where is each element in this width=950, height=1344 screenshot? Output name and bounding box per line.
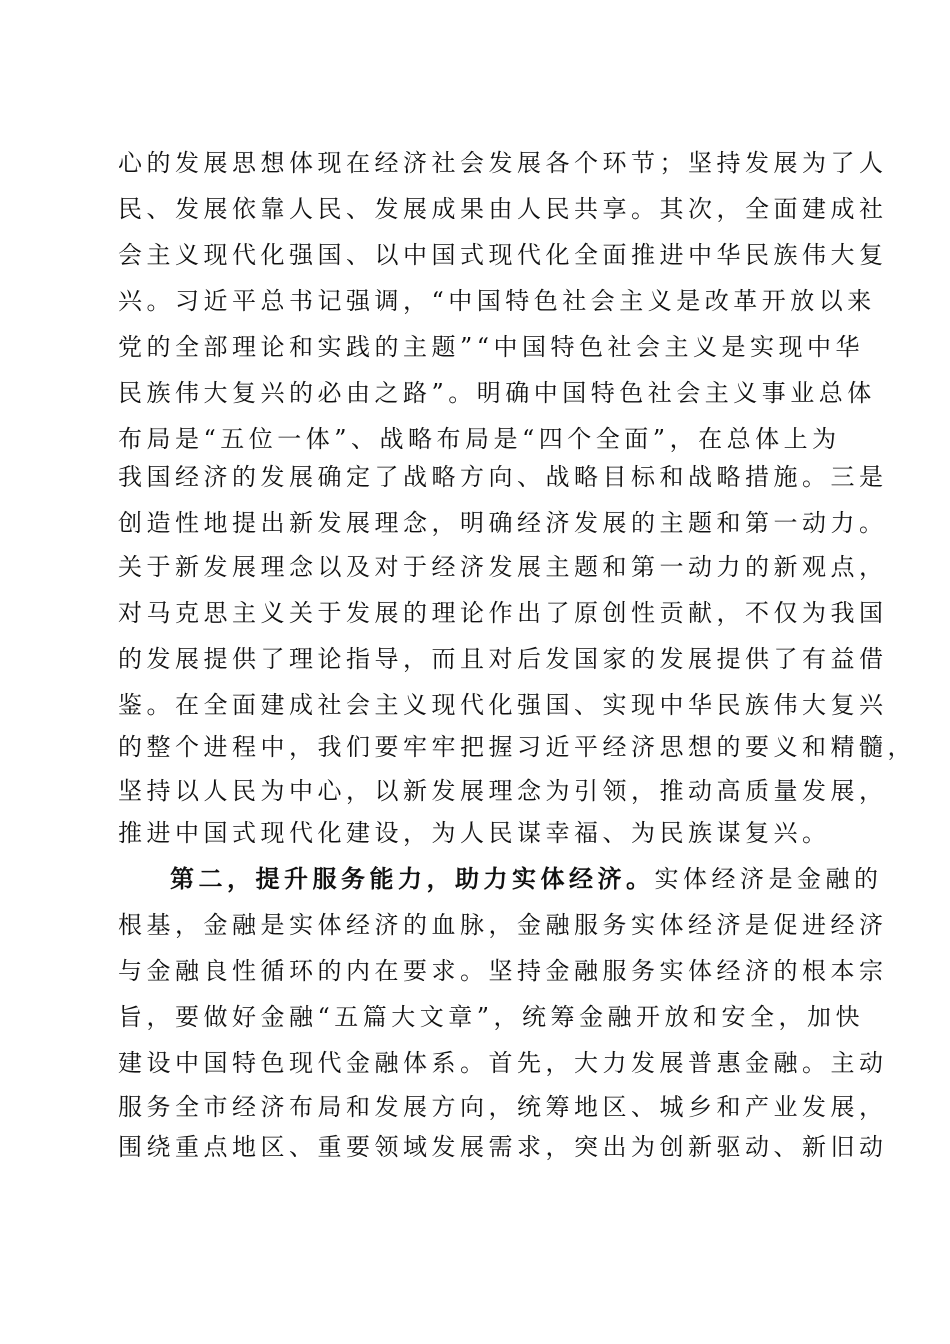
paragraph-line: 我国经济的发展确定了战略方向、战略目标和战略措施。三是 bbox=[118, 463, 888, 491]
paragraph-line: 与金融良性循环的内在要求。坚持金融服务实体经济的根本宗 bbox=[118, 957, 888, 985]
paragraph-line: 的发展提供了理论指导，而且对后发国家的发展提供了有益借 bbox=[118, 645, 888, 673]
paragraph-line: 推进中国式现代化建设，为人民谋幸福、为民族谋复兴。 bbox=[118, 819, 831, 847]
paragraph-line: 根基，金融是实体经济的血脉，金融服务实体经济是促进经济 bbox=[118, 911, 888, 939]
paragraph-line: 围绕重点地区、重要领域发展需求，突出为创新驱动、新旧动 bbox=[118, 1133, 888, 1161]
first-line-text: 实体经济是金融的 bbox=[654, 865, 883, 893]
paragraph-line: 对马克思主义关于发展的理论作出了原创性贡献，不仅为我国 bbox=[118, 599, 888, 627]
paragraph-line: 民、发展依靠人民、发展成果由人民共享。其次，全面建成社 bbox=[118, 195, 888, 223]
paragraph-line: 兴。习近平总书记强调，“中国特色社会主义是改革开放以来 bbox=[118, 287, 876, 315]
paragraph-line: 鉴。在全面建成社会主义现代化强国、实现中华民族伟大复兴 bbox=[118, 691, 888, 719]
paragraph-line: 民族伟大复兴的必由之路”。明确中国特色社会主义事业总体 bbox=[118, 379, 876, 407]
paragraph-line: 布局是“五位一体”、战略布局是“四个全面”，在总体上为 bbox=[118, 425, 841, 453]
paragraph-line: 创造性地提出新发展理念，明确经济发展的主题和第一动力。 bbox=[118, 509, 888, 537]
paragraph-line: 心的发展思想体现在经济社会发展各个环节；坚持发展为了人 bbox=[118, 149, 888, 177]
paragraph-line: 的整个进程中，我们要牢牢把握习近平经济思想的要义和精髓， bbox=[118, 733, 916, 761]
paragraph-line: 建设中国特色现代金融体系。首先，大力发展普惠金融。主动 bbox=[118, 1049, 888, 1077]
paragraph-line: 坚持以人民为中心，以新发展理念为引领，推动高质量发展， bbox=[118, 777, 888, 805]
paragraph-line: 党的全部理论和实践的主题”“中国特色社会主义是实现中华 bbox=[118, 333, 865, 361]
section-heading: 第二，提升服务能力，助力实体经济。 bbox=[170, 864, 655, 893]
paragraph-line: 会主义现代化强国、以中国式现代化全面推进中华民族伟大复 bbox=[118, 241, 888, 269]
paragraph-line: 服务全市经济布局和发展方向，统筹地区、城乡和产业发展， bbox=[118, 1093, 888, 1121]
paragraph-line: 关于新发展理念以及对于经济发展主题和第一动力的新观点， bbox=[118, 553, 888, 581]
paragraph-first-line bbox=[170, 862, 883, 896]
paragraph-line: 旨，要做好金融“五篇大文章”，统筹金融开放和安全，加快 bbox=[118, 1003, 865, 1031]
